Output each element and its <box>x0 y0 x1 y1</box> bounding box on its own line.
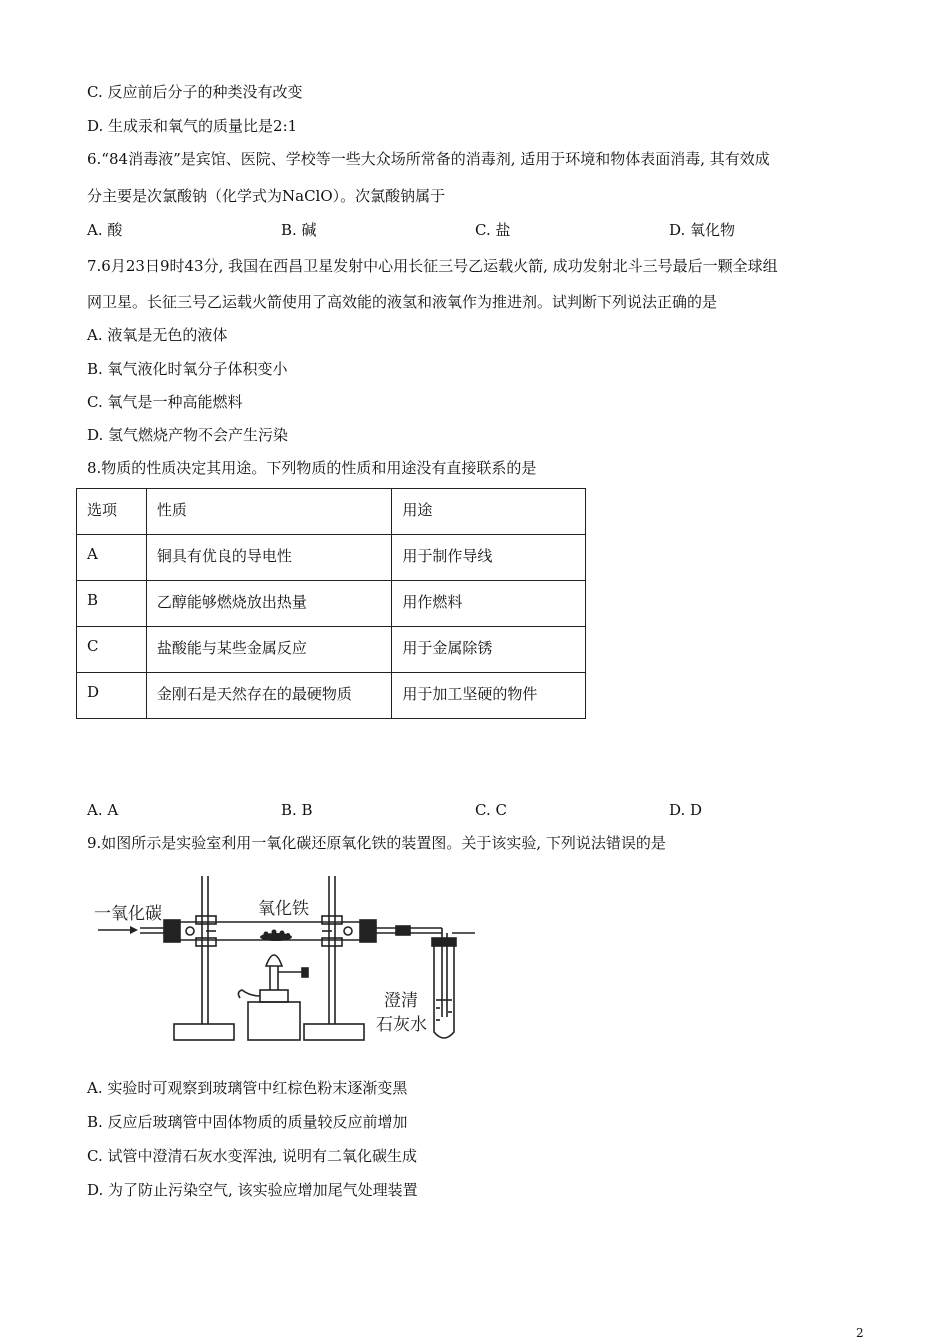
table-cell: 乙醇能够燃烧放出热量 <box>146 581 391 627</box>
q7-option-c: C. 氧气是一种高能燃料 <box>87 393 243 411</box>
q7-option-b: B. 氧气液化时氧分子体积变小 <box>87 360 288 378</box>
q6-option-a: A. 酸 <box>87 221 123 239</box>
q9-option-d: D. 为了防止污染空气, 该实验应增加尾气处理装置 <box>87 1181 418 1199</box>
label-carbon-monoxide: 一氧化碳 <box>94 904 162 924</box>
left-stand <box>174 876 234 1040</box>
table-cell: 盐酸能与某些金属反应 <box>146 627 391 673</box>
table-row <box>77 581 586 627</box>
burner <box>238 955 308 1040</box>
q6-option-d: D. 氧化物 <box>669 221 736 239</box>
q8-option-c: C. C <box>475 801 507 819</box>
table-cell: B <box>77 581 147 627</box>
label-limewater-line2: 石灰水 <box>376 1015 427 1035</box>
table-cell: 用作燃料 <box>392 581 586 627</box>
test-tube <box>432 938 456 1038</box>
q7-stem-line2: 网卫星。长征三号乙运载火箭使用了高效能的液氢和液氧作为推进剂。试判断下列说法正确的是 <box>87 293 718 311</box>
table-header-row <box>77 489 586 535</box>
iron-oxide-powder <box>260 930 292 942</box>
table-cell: C <box>77 627 147 673</box>
inlet-arrow <box>98 926 164 934</box>
table-cell: 用于金属除锈 <box>392 627 586 673</box>
q8-table <box>76 488 586 719</box>
table-cell: 用于制作导线 <box>392 535 586 581</box>
table-row <box>77 627 586 673</box>
q5-option-d: D. 生成汞和氧气的质量比是2:1 <box>87 117 298 135</box>
q6-stem-line1: 6.“84消毒液”是宾馆、医院、学校等一些大众场所常备的消毒剂, 适用于环境和物体表面消毒, 其有效成 <box>87 150 770 168</box>
q9-option-c: C. 试管中澄清石灰水变浑浊, 说明有二氧化碳生成 <box>87 1147 418 1165</box>
right-stopper <box>360 920 376 942</box>
q9-option-a: A. 实验时可观察到玻璃管中红棕色粉末逐渐变黑 <box>87 1079 408 1097</box>
table-cell: D <box>77 673 147 719</box>
left-stopper <box>164 920 180 942</box>
table-cell: 用于加工坚硬的物件 <box>392 673 586 719</box>
q8-option-b: B. B <box>281 801 313 819</box>
q6-stem-line2: 分主要是次氯酸钠（化学式为NaClO）。次氯酸钠属于 <box>87 187 446 205</box>
table-header-cell: 用途 <box>392 489 586 535</box>
table-header-cell: 选项 <box>77 489 147 535</box>
q6-option-c: C. 盐 <box>475 221 511 239</box>
q5-option-c: C. 反应前后分子的种类没有改变 <box>87 83 303 101</box>
q9-stem: 9.如图所示是实验室利用一氧化碳还原氧化铁的装置图。关于该实验, 下列说法错误的是 <box>87 834 666 852</box>
apparatus-diagram <box>90 872 480 1047</box>
table-cell: 铜具有优良的导电性 <box>146 535 391 581</box>
q7-option-a: A. 液氧是无色的液体 <box>87 326 228 344</box>
table-row <box>77 535 586 581</box>
table-row <box>77 673 586 719</box>
right-stand <box>304 876 364 1040</box>
q9-option-b: B. 反应后玻璃管中固体物质的质量较反应前增加 <box>87 1113 408 1131</box>
q8-option-d: D. D <box>669 801 703 819</box>
table-header-cell: 性质 <box>146 489 391 535</box>
clamps <box>186 916 352 946</box>
q7-stem-line1: 7.6月23日9时43分, 我国在西昌卫星发射中心用长征三号乙运载火箭, 成功发射北斗三号最后一颗全球组 <box>87 257 778 275</box>
page-number: 2 <box>856 1326 864 1340</box>
q7-option-d: D. 氢气燃烧产物不会产生污染 <box>87 426 289 444</box>
q6-option-b: B. 碱 <box>281 221 317 239</box>
q8-stem: 8.物质的性质决定其用途。下列物质的性质和用途没有直接联系的是 <box>87 459 537 477</box>
label-iron-oxide: 氧化铁 <box>258 899 309 919</box>
table-cell: A <box>77 535 147 581</box>
label-limewater-line1: 澄清 <box>384 991 418 1011</box>
q8-option-a: A. A <box>87 801 119 819</box>
table-cell: 金刚石是天然存在的最硬物质 <box>146 673 391 719</box>
